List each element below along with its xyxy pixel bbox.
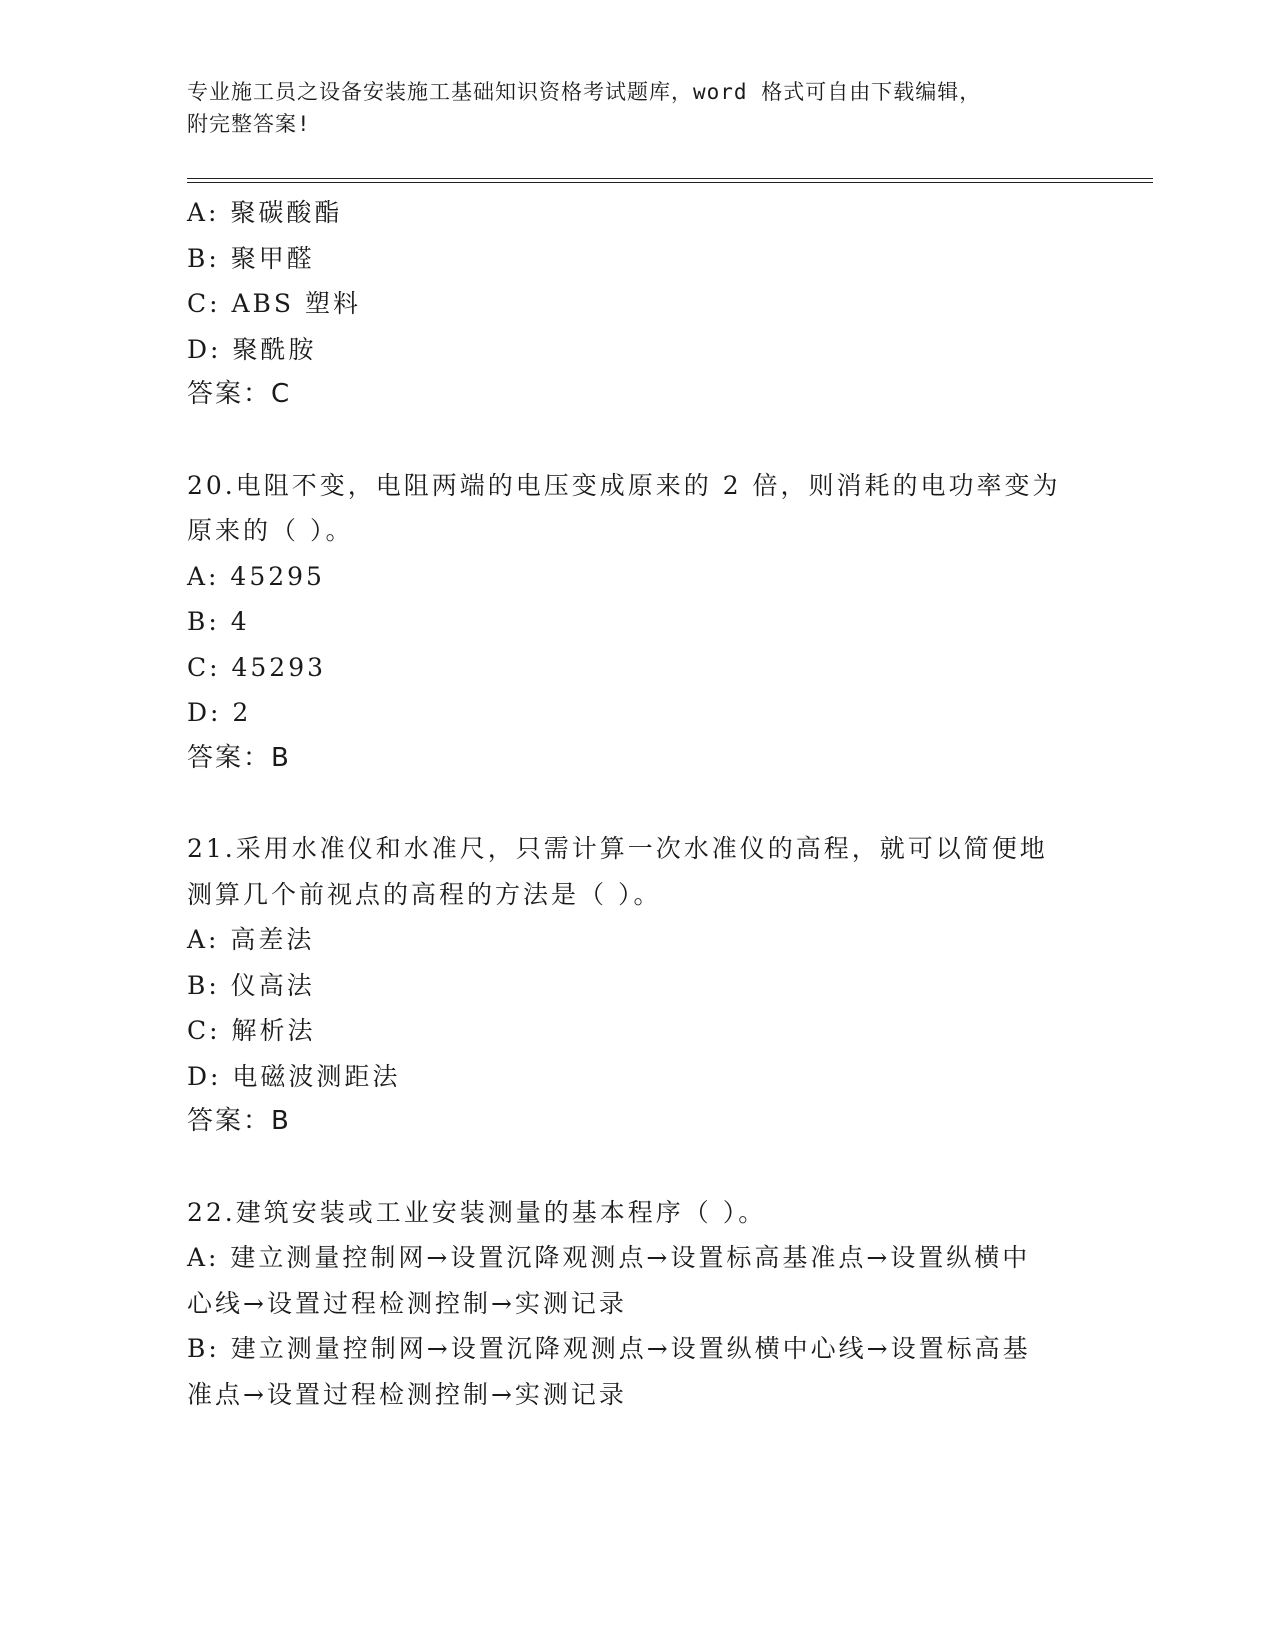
option-d: D: 聚酰胺 — [187, 334, 317, 364]
answer: 答案：B — [187, 742, 291, 773]
option-b: B: 4 — [187, 607, 250, 636]
question-stem-continued: 测算几个前视点的高程的方法是（ ）。 — [187, 879, 662, 909]
option-d: D: 电磁波测距法 — [187, 1061, 401, 1091]
question-stem: 21.采用水准仪和水准尺，只需计算一次水准仪的高程，就可以简便地 — [187, 834, 1048, 863]
question-22 — [187, 1190, 1087, 1418]
option-a: A: 45295 — [187, 561, 325, 591]
option-b: B: 建立测量控制网→设置沉降观测点→设置纵横中心线→设置标高基 — [187, 1334, 1031, 1363]
option-a: A: 建立测量控制网→设置沉降观测点→设置标高基准点→设置纵横中 — [187, 1243, 1031, 1272]
option-a: A: 高差法 — [187, 925, 315, 954]
spacer — [187, 418, 1087, 463]
option-b: B: 仪高法 — [187, 970, 315, 1000]
header-title-line-2: 附完整答案! — [187, 112, 311, 136]
spacer — [187, 781, 1087, 826]
document-header — [187, 76, 1067, 140]
question-21 — [187, 826, 1087, 1145]
option-a-continued: 心线→设置过程检测控制→实测记录 — [187, 1288, 627, 1318]
question-19 — [187, 190, 1087, 418]
question-20 — [187, 463, 1087, 782]
option-a: A: 聚碳酸酯 — [187, 198, 343, 227]
answer: 答案：B — [187, 1106, 291, 1136]
option-d: D: 2 — [187, 698, 252, 727]
option-b: B: 聚甲醛 — [187, 243, 315, 273]
option-b-continued: 准点→设置过程检测控制→实测记录 — [187, 1379, 627, 1409]
question-list — [187, 190, 1087, 1417]
header-divider — [187, 178, 1153, 183]
answer: 答案：C — [187, 379, 292, 409]
option-c: C: 45293 — [187, 652, 327, 682]
option-c: C: ABS 塑料 — [187, 289, 361, 318]
spacer — [187, 1145, 1087, 1190]
question-stem-continued: 原来的（ ）。 — [187, 516, 354, 545]
header-title-line-1: 专业施工员之设备安装施工基础知识资格考试题库，word 格式可自由下载编辑， — [187, 80, 982, 104]
option-c: C: 解析法 — [187, 1016, 316, 1045]
question-stem: 22.建筑安装或工业安装测量的基本程序（ ）。 — [187, 1197, 767, 1227]
question-stem: 20.电阻不变，电阻两端的电压变成原来的 2 倍，则消耗的电功率变为 — [187, 470, 1061, 500]
